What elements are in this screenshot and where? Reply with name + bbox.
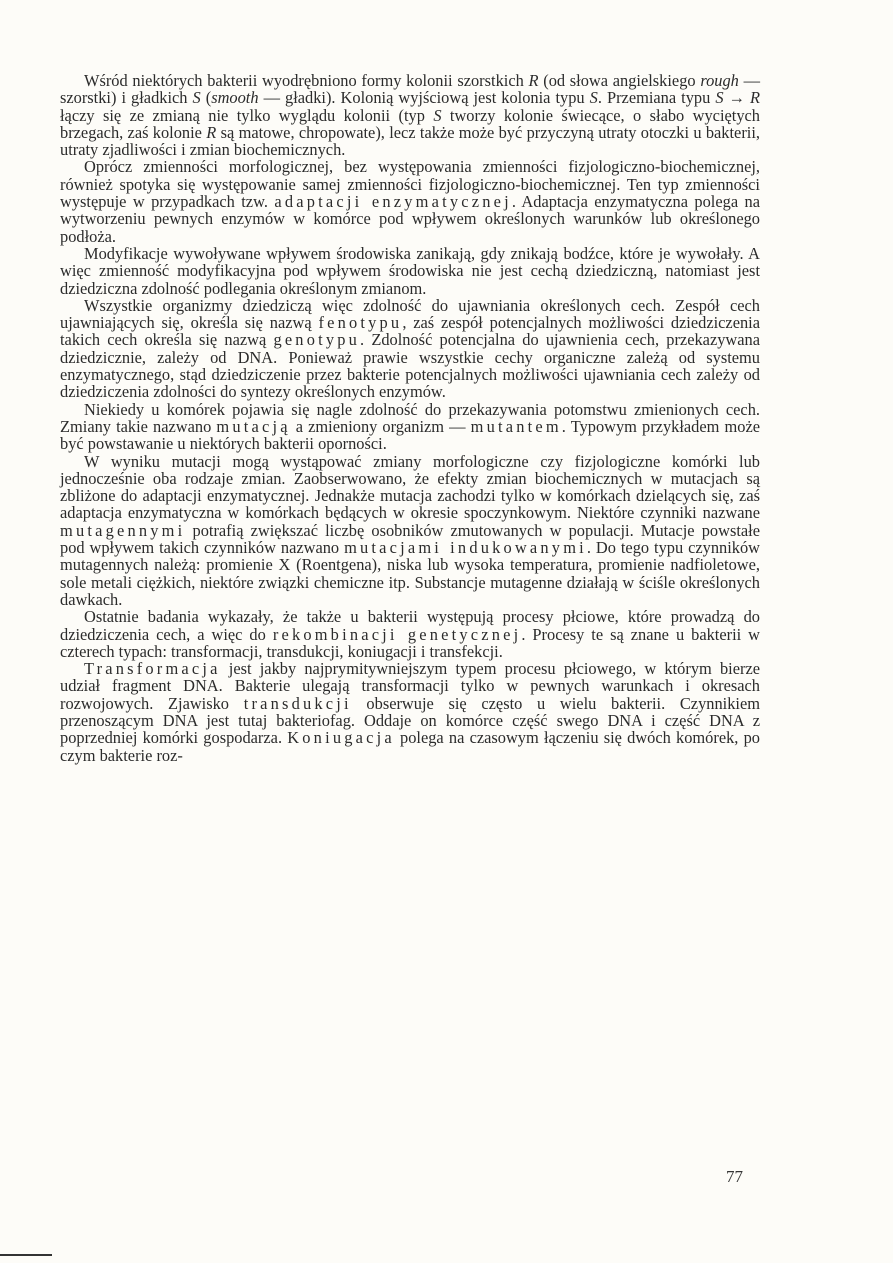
text-run: . Typowym przykładem może być powstawanie u niektórych bakterii oporności. — [60, 416, 760, 454]
text-run: są matowe, chropowate), lecz także może być przyczyną utraty otoczki u bakterii, utraty zjadliwości i zmian biochemicznych. — [60, 122, 760, 160]
text-run: . Procesy te są znane u bakterii w czterech typach: transformacji, transdukcji, koniugacji i transfekcji. — [60, 624, 761, 661]
text-run: Niekiedy u komórek pojawia się nagle zdolność do przekazywania potomstwu zmienionych cech. Zmiany takie nazwano — [60, 399, 760, 436]
italic-term: S — [589, 88, 598, 108]
text-run: . Zdolność potencjalna do ujawnienia cech, przekazywana dziedzicznie, zależy od DNA. Ponieważ prawie wszystkie cechy organiczne zależą od systemu enzymatycznego, stąd dziedziczenie przez bakterie potencjalnych możliwości ujawniania cech zależy od dziedziczenia zdolności do syntezy określonych enzymów. — [60, 330, 760, 402]
spaced-term: rekombinacji genetycznej — [272, 624, 522, 644]
page-number: 77 — [726, 1167, 743, 1186]
paragraph — [60, 660, 760, 764]
text-run: tworzy kolonie świecące, o słabo wyciętych brzegach, zaś kolonie — [60, 105, 761, 142]
text-run: Ostatnie badania wykazały, że także u bakterii występują procesy płciowe, które prowadzą do dziedziczenia cech, a więc do — [60, 607, 760, 644]
text-run: obserwuje się często u wielu bakterii. Czynnikiem przenoszącym DNA jest tutaj bakteriofag. Oddaje on komórce część swego DNA i część DNA z poprzedniej komórki gospodarza. — [60, 693, 760, 748]
text-run: Wśród niektórych bakterii wyodrębniono formy kolonii szorstkich — [84, 71, 529, 90]
text-run: W wyniku mutacji mogą wystąpować zmiany morfologiczne czy fizjologiczne komórki lub jednocześnie oba rodzaje zmian. Zaobserwowano, że efekty zmian biochemicznych w mutacjach są zbliżone do adaptacji enzymatycznej. Jednakże mutacja zachodzi tylko w komórkach dzielących się, zaś adaptacja enzymatyczna w komórkach będących w okresie spoczynkowym. Niektóre czynniki nazwane — [60, 451, 760, 523]
italic-term: rough — [700, 71, 739, 90]
text-run: polega na czasowym łączeniu się dwóch komórek, po czym bakterie roz- — [60, 728, 760, 765]
spaced-term: mutacjami indukowanymi — [344, 538, 587, 558]
text-run: łączy się ze zmianą nie tylko wyglądu kolonii (typ — [60, 105, 434, 125]
paragraph — [60, 72, 760, 158]
paragraph — [60, 453, 760, 609]
text-run: , zaś zespół potencjalnych możliwości dziedziczenia takich cech określa się nazwą — [60, 313, 760, 350]
text-run: → — [723, 88, 750, 108]
spaced-term: Koniugacja — [287, 728, 395, 748]
text-run: Wszystkie organizmy dziedziczą więc zdolność do ujawniania określonych cech. Zespół cech ujawniających się, określa się nazwą — [60, 295, 760, 333]
spaced-term: adaptacji enzymatycznej — [274, 192, 512, 212]
text-run: — gładki). Kolonią wyjściową jest kolonia typu — [258, 88, 590, 108]
book-page — [60, 72, 760, 1252]
text-run: . Do tego typu czynników mutagennych należą: promienie X (Roentgena), niska lub wysoka temperatura, promienie nadfioletowe, sole metali ciężkich, niektóre związki chemiczne itp. Substancje mutagenne działają w ściśle określonych dawkach. — [60, 538, 761, 609]
text-run: . Adaptacja enzymatyczna polega na wytworzeniu pewnych enzymów w komórce pod wpływem określonych warunków lub określonego podłoża. — [60, 192, 760, 246]
scan-edge-mark — [0, 1254, 52, 1256]
text-run: Modyfikacje wywoływane wpływem środowiska zanikają, gdy znikają bodźce, które je wywołały. A więc zmienność modyfikacyjna pod wpływem środowiska nie jest cechą dziedziczną, natomiast jest dziedziczna zdolność podlegania określonym zmianom. — [60, 243, 760, 298]
spaced-term: mutantem — [470, 416, 562, 436]
text-run: a zmieniony organizm — — [290, 416, 471, 436]
text-run: (od słowa angielskiego — [538, 71, 701, 90]
spaced-term: fenotypu — [318, 313, 403, 333]
italic-term: S — [715, 88, 724, 108]
italic-term: S — [433, 105, 442, 125]
spaced-term: Transformacja — [84, 659, 221, 679]
paragraph — [60, 401, 760, 453]
text-run: potrafią zwiększać liczbę osobników zmutowanych w populacji. Mutacje powstałe pod wpływem takich czynników nazwano — [60, 520, 760, 558]
text-run: Oprócz zmienności morfologicznej, bez występowania zmienności fizjologiczno-biochemicznej, również spotyka się występowanie samej zmienności fizjologiczno-biochemicznej. Ten typ zmienności występuje w przypadkach tzw. — [60, 157, 760, 212]
spaced-term: transdukcji — [243, 693, 352, 713]
text-run: ( — [200, 88, 212, 108]
spaced-term: mutacją — [216, 416, 291, 436]
paragraph — [60, 297, 760, 401]
italic-term: R — [750, 88, 761, 108]
text-run: . Przemiana typu — [597, 88, 716, 108]
text-run: — szorstki) i gładkich — [60, 71, 760, 108]
italic-term: smooth — [211, 88, 259, 108]
spaced-term: genotypu — [273, 330, 361, 350]
italic-term: R — [528, 71, 539, 90]
paragraph — [60, 608, 760, 660]
italic-term: R — [206, 122, 217, 142]
text-run: jest jakby najprymitywniejszym typem procesu płciowego, w którym bierze udział fragment DNA. Bakterie ulegają transformacji tylko w pewnych warunkach i okresach rozwojowych. Zjawisko — [60, 659, 760, 713]
italic-term: S — [192, 88, 201, 108]
paragraph — [60, 245, 760, 297]
body-text — [60, 72, 760, 764]
spaced-term: mutagennymi — [60, 520, 186, 540]
paragraph — [60, 158, 760, 244]
